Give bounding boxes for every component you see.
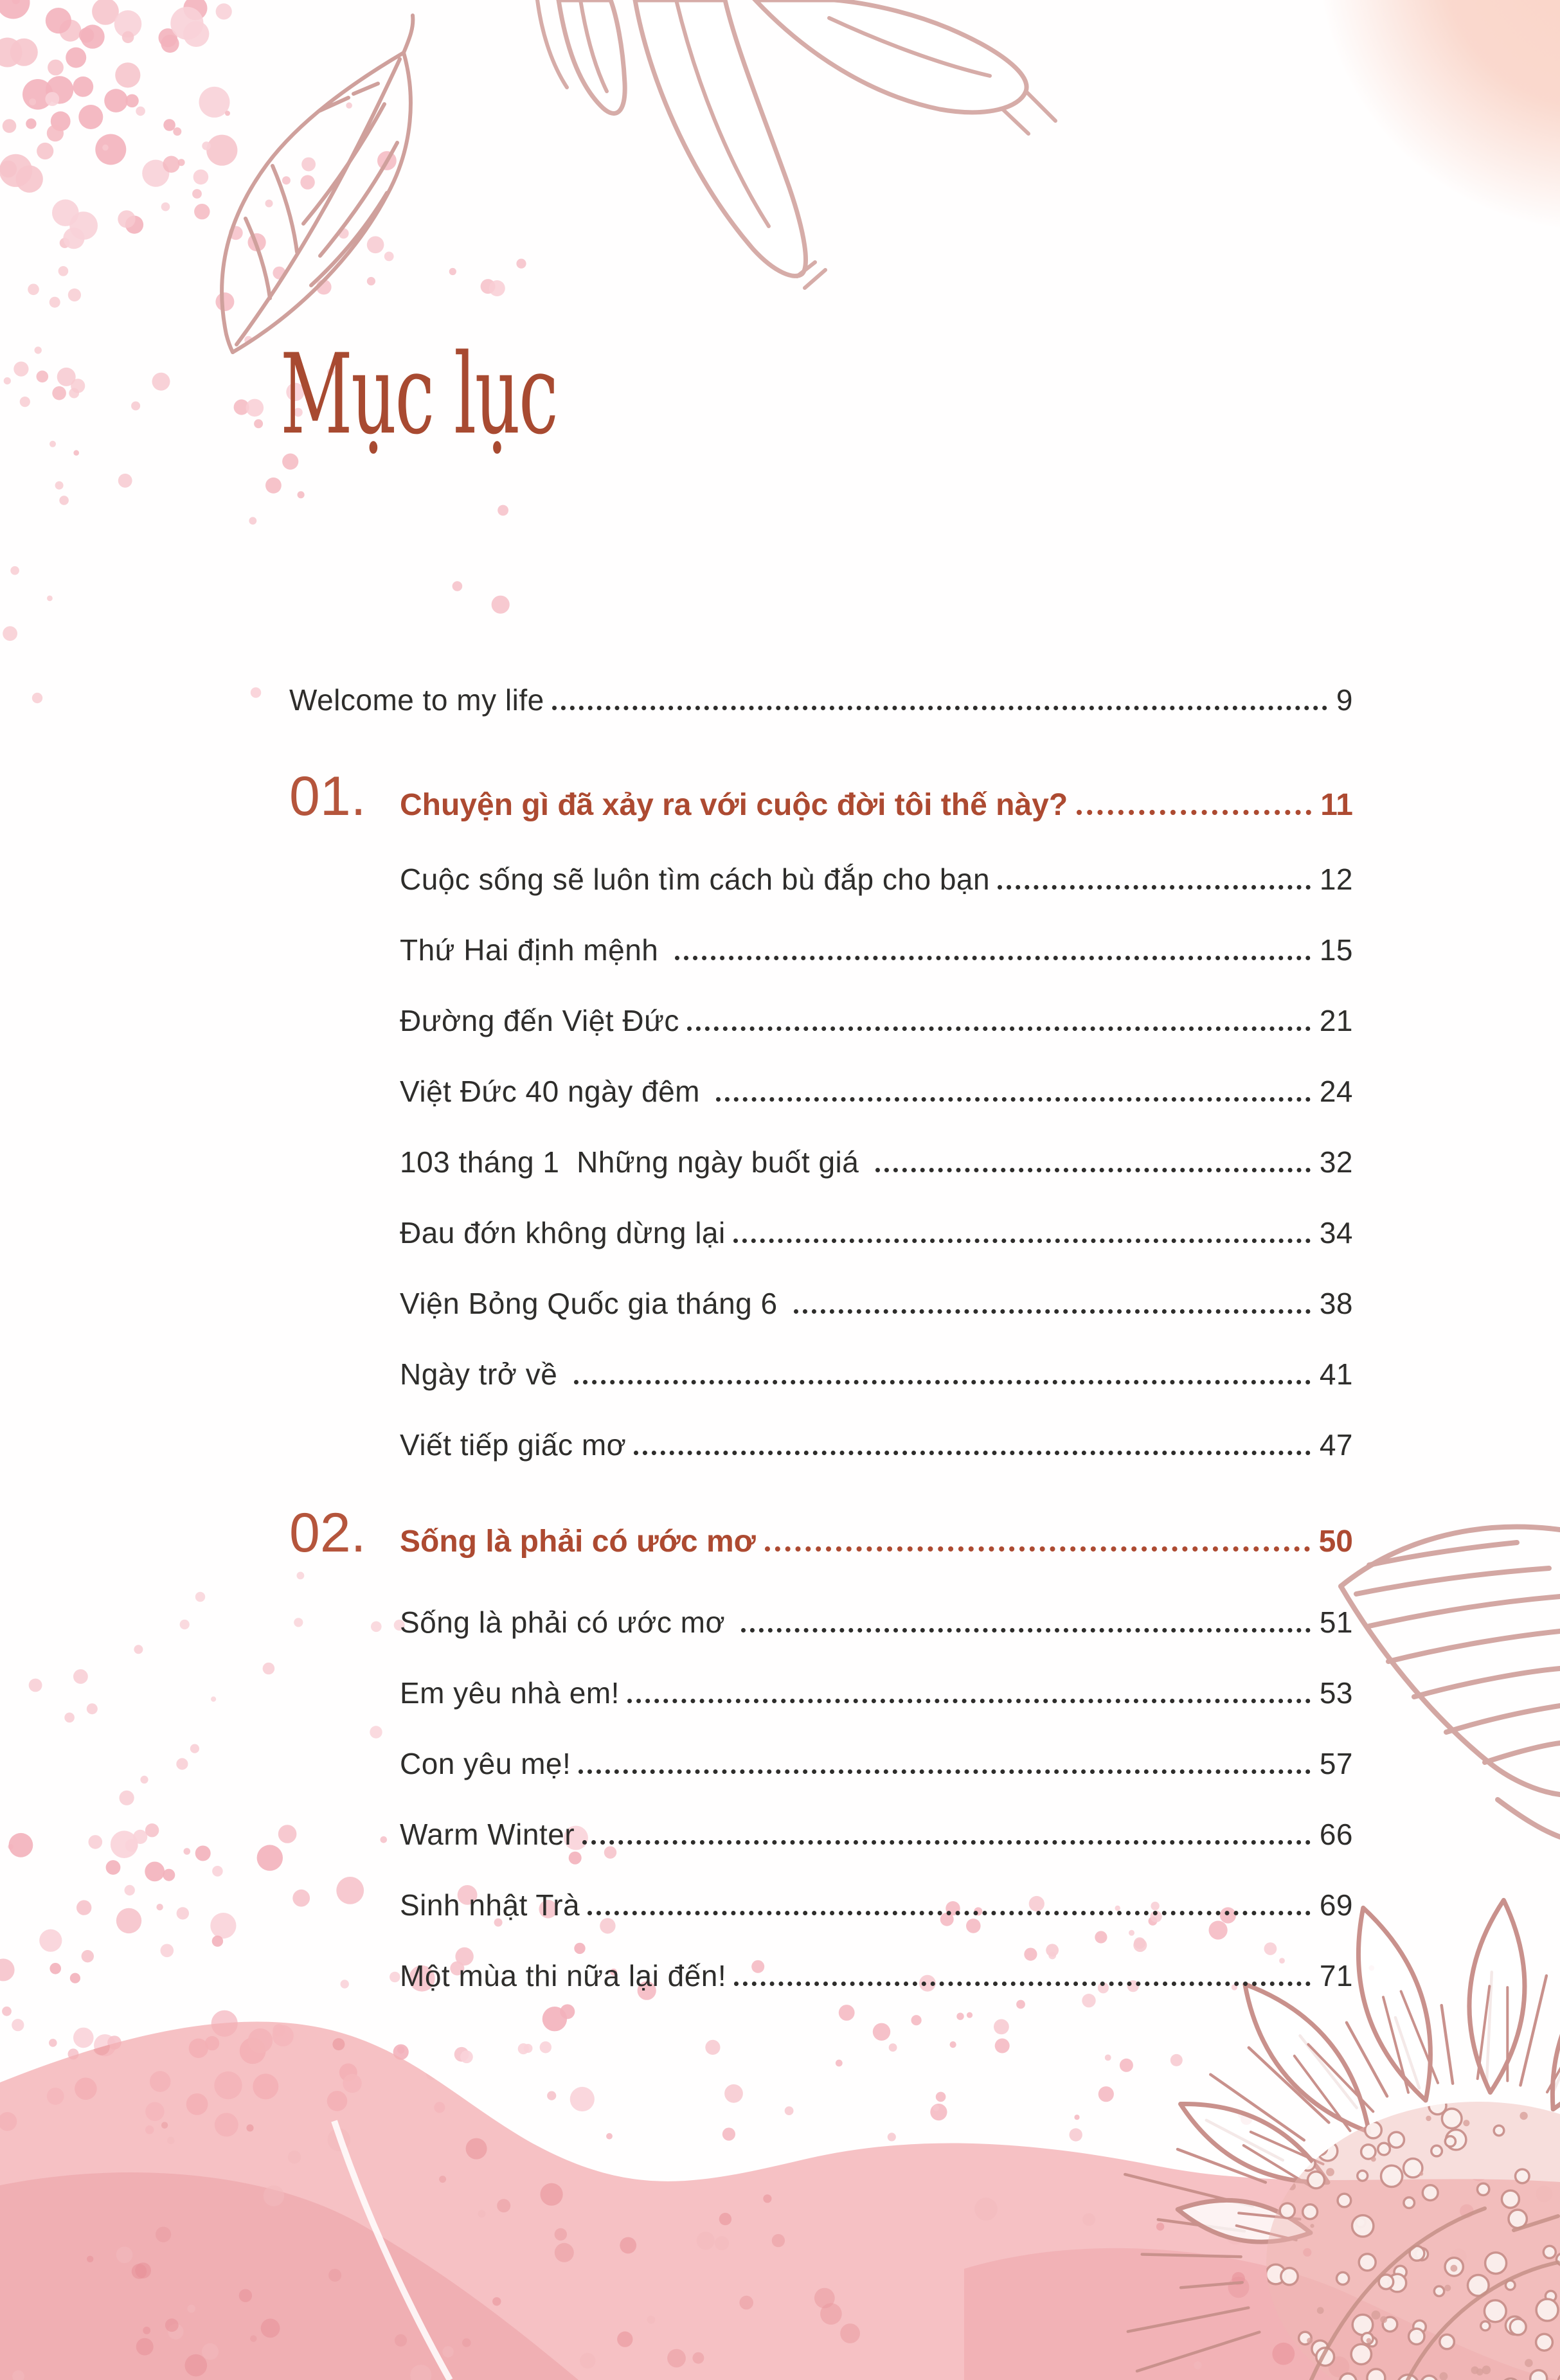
toc-entry-page: 66 (1319, 1818, 1353, 1851)
toc-entry-page: 21 (1319, 1004, 1353, 1037)
dot-leader (675, 956, 1311, 960)
toc-entry-label: Sinh nhật Trà (400, 1888, 580, 1922)
toc-entry-page: 57 (1319, 1747, 1353, 1780)
toc-entry-page: 47 (1319, 1428, 1353, 1462)
dot-leader (716, 1097, 1311, 1102)
dot-leader (734, 1982, 1311, 1986)
toc-entry-intro (289, 685, 1353, 715)
toc-entry (289, 1820, 1353, 1849)
toc-entry-label: Thứ Hai định mệnh (400, 933, 667, 967)
dot-leader (794, 1309, 1311, 1314)
toc-entry (289, 1678, 1353, 1708)
toc-entry (289, 1961, 1353, 1991)
toc-entry (289, 864, 1353, 894)
toc-entry (289, 1607, 1353, 1637)
toc-entry-page: 12 (1319, 863, 1353, 896)
toc-entry-page: 24 (1319, 1075, 1353, 1108)
dot-leader (733, 1239, 1311, 1243)
toc-entry-page: 32 (1319, 1145, 1353, 1179)
toc-entry-label: Welcome to my life (289, 683, 544, 717)
dot-leader (582, 1840, 1311, 1845)
toc-entry-page: 53 (1319, 1676, 1353, 1710)
toc-entry (289, 1749, 1353, 1778)
dot-leader (998, 885, 1311, 890)
toc-section-heading (289, 765, 1353, 827)
toc-entry-label: 103 tháng 1 Những ngày buốt giá (400, 1145, 868, 1179)
toc-entry-label: Con yêu mẹ! (400, 1747, 571, 1780)
toc-entry-label: Em yêu nhà em! (400, 1676, 620, 1710)
toc-entry-label: Ngày trở về (400, 1357, 566, 1391)
toc-entry (289, 1006, 1353, 1035)
toc-entry (289, 1890, 1353, 1920)
toc-entry (289, 1359, 1353, 1389)
section-title: Chuyện gì đã xảy ra với cuộc đời tôi thế này? (400, 788, 1068, 822)
toc-entry (289, 935, 1353, 965)
toc-entry-label: Viết tiếp giấc mơ (400, 1428, 627, 1462)
toc-entry (289, 1218, 1353, 1248)
toc-entry-label: Việt Đức 40 ngày đêm (400, 1075, 709, 1108)
toc-entry-label: Đường đến Việt Đức (400, 1004, 679, 1037)
toc-entry-page: 15 (1319, 933, 1353, 967)
toc-entry-label: Viện Bỏng Quốc gia tháng 6 (400, 1287, 786, 1320)
toc-entry (289, 1147, 1353, 1177)
toc-entry (289, 1289, 1353, 1318)
dot-leader (875, 1168, 1311, 1172)
section-page: 50 (1318, 1525, 1353, 1559)
dot-leader (587, 1911, 1311, 1915)
dot-leader (1077, 810, 1311, 815)
dot-leader (627, 1699, 1311, 1703)
toc-entry (289, 1430, 1353, 1460)
toc-entry-page: 38 (1319, 1287, 1353, 1320)
dot-leader (574, 1380, 1311, 1384)
toc-entry-page: 71 (1319, 1959, 1353, 1992)
toc-entry-page: 34 (1319, 1216, 1353, 1249)
toc-section-heading (289, 1502, 1353, 1564)
dot-leader (552, 706, 1327, 710)
section-title: Sống là phải có ước mơ (400, 1525, 756, 1559)
toc-entry-page: 41 (1319, 1357, 1353, 1391)
dot-leader (578, 1769, 1311, 1774)
dot-leader (687, 1026, 1311, 1031)
table-of-contents (289, 0, 1353, 2380)
toc-entry-label: Một mùa thi nữa lại đến! (400, 1959, 727, 1992)
toc-entry-page: 69 (1319, 1888, 1353, 1922)
section-number: 02. (289, 1502, 366, 1564)
toc-entry-label: Warm Winter (400, 1818, 575, 1851)
toc-entry-label: Sống là phải có ước mơ (400, 1606, 734, 1639)
toc-entry-label: Đau đớn không dừng lại (400, 1216, 726, 1249)
page-title: Mục lục (280, 330, 557, 459)
section-number: 01. (289, 765, 366, 827)
dot-leader (741, 1628, 1310, 1633)
toc-entry (289, 1077, 1353, 1106)
dot-leader (765, 1546, 1310, 1552)
dot-leader (634, 1451, 1311, 1455)
toc-entry-page: 51 (1319, 1606, 1353, 1639)
toc-entry-label: Cuộc sống sẽ luôn tìm cách bù đắp cho bạn (400, 863, 991, 896)
toc-entry-page: 9 (1336, 683, 1353, 717)
section-page: 11 (1320, 788, 1353, 822)
